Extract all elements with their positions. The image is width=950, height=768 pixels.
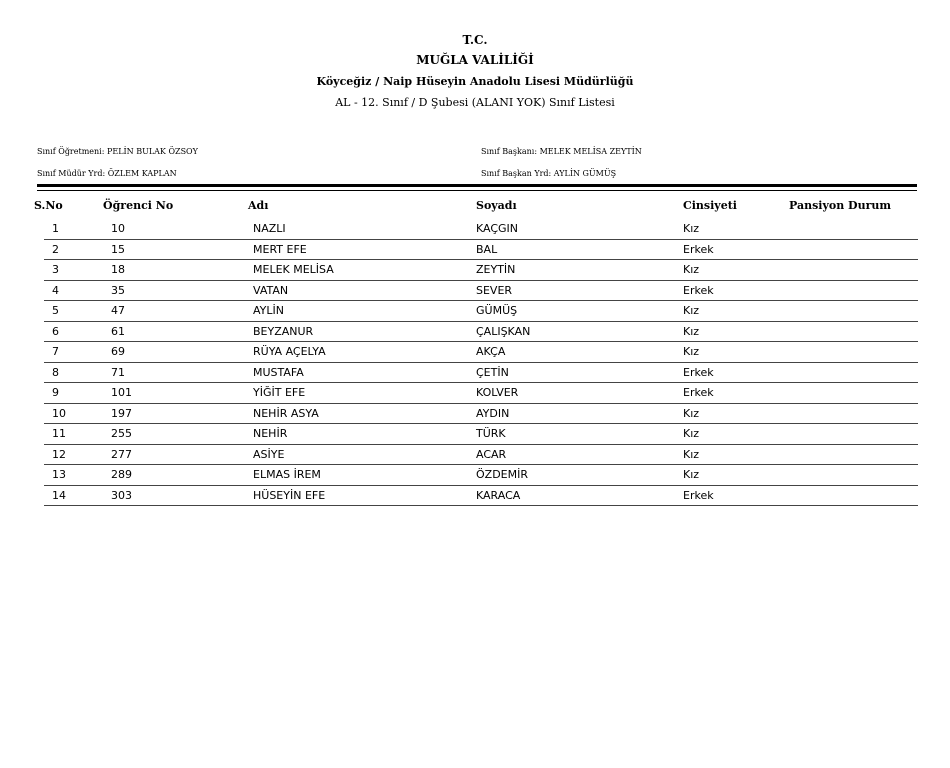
row-student-no: 289: [111, 468, 132, 481]
row-gender: Kız: [683, 304, 700, 317]
row-gender: Kız: [683, 406, 700, 420]
row-sno: 2: [52, 242, 59, 256]
row-gender: Erkek: [683, 283, 714, 297]
row-student-no: 61: [111, 324, 125, 338]
row-first-name: YİĞİT EFE: [253, 386, 306, 399]
row-student-no: 255: [111, 427, 132, 440]
row-last-name: ACAR: [476, 447, 507, 461]
class-vice-president: Sınıf Başkan Yrd: AYLİN GÜMÜŞ: [481, 169, 617, 178]
row-last-name: BAL: [476, 242, 498, 256]
row-first-name: NAZLI: [253, 222, 286, 235]
row-student-no: 15: [111, 242, 125, 256]
row-sno: 6: [52, 324, 59, 338]
header-tc: T.C.: [462, 33, 488, 47]
table-row: [0, 281, 950, 302]
row-gender: Erkek: [683, 488, 714, 502]
row-last-name: ZEYTİN: [476, 263, 516, 276]
row-first-name: MERT EFE: [253, 242, 307, 256]
class-teacher: Sınıf Öğretmeni: PELİN BULAK ÖZSOY: [37, 147, 198, 156]
header-student-no: Öğrenci No: [103, 199, 174, 212]
page-title: AL - 12. Sınıf / D Şubesi (ALANI YOK) Sınıf Listesi: [335, 96, 615, 109]
row-sno: 3: [52, 263, 59, 276]
row-gender: Kız: [683, 427, 700, 440]
row-student-no: 303: [111, 488, 132, 502]
row-gender: Kız: [683, 447, 700, 461]
vice-principal: Sınıf Müdür Yrd: ÖZLEM KAPLAN: [37, 169, 177, 178]
row-sno: 9: [52, 386, 59, 399]
row-last-name: SEVER: [476, 283, 513, 297]
row-sno: 5: [52, 304, 59, 317]
row-gender: Kız: [683, 222, 700, 235]
table-row: [0, 240, 950, 261]
row-sno: 12: [52, 447, 66, 461]
row-gender: Kız: [683, 468, 700, 481]
header-boarding-status: Pansiyon Durum: [789, 199, 891, 212]
row-sno: 14: [52, 488, 66, 502]
row-last-name: KOLVER: [476, 386, 519, 399]
row-first-name: ASİYE: [253, 447, 285, 461]
row-first-name: ELMAS İREM: [253, 468, 321, 481]
row-sno: 1: [52, 222, 59, 235]
table-row: [0, 363, 950, 384]
row-last-name: GÜMÜŞ: [476, 304, 518, 317]
row-last-name: AYDIN: [476, 406, 510, 420]
row-sno: 7: [52, 345, 59, 358]
student-table-body: [0, 219, 950, 506]
row-gender: Kız: [683, 324, 700, 338]
class-president: Sınıf Başkanı: MELEK MELİSA ZEYTİN: [481, 147, 642, 156]
row-student-no: 101: [111, 386, 132, 399]
header-school: Köyceğiz / Naip Hüseyin Anadolu Lisesi Müdürlüğü: [316, 75, 634, 88]
row-gender: Kız: [683, 345, 700, 358]
row-first-name: MUSTAFA: [253, 365, 304, 379]
row-first-name: HÜSEYİN EFE: [253, 488, 326, 502]
row-first-name: BEYZANUR: [253, 324, 314, 338]
table-row: [0, 322, 950, 343]
row-student-no: 71: [111, 365, 125, 379]
row-first-name: VATAN: [253, 283, 289, 297]
table-row: [0, 301, 950, 322]
row-gender: Erkek: [683, 365, 714, 379]
row-gender: Erkek: [683, 386, 714, 399]
table-row: [0, 383, 950, 404]
divider-thin: [37, 190, 917, 191]
row-first-name: MELEK MELİSA: [253, 263, 334, 276]
header-sno: S.No: [34, 199, 63, 212]
row-student-no: 47: [111, 304, 125, 317]
row-student-no: 69: [111, 345, 125, 358]
row-gender: Erkek: [683, 242, 714, 256]
row-last-name: ÇETİN: [476, 365, 509, 379]
header-first-name: Adı: [248, 199, 269, 212]
row-student-no: 35: [111, 283, 125, 297]
row-last-name: TÜRK: [476, 427, 506, 440]
row-student-no: 18: [111, 263, 125, 276]
row-gender: Kız: [683, 263, 700, 276]
table-row: [0, 260, 950, 281]
table-row: [0, 465, 950, 486]
row-sno: 8: [52, 365, 59, 379]
table-row: [0, 445, 950, 466]
row-first-name: AYLİN: [253, 304, 284, 317]
row-last-name: KAÇGIN: [476, 222, 519, 235]
row-sno: 4: [52, 283, 59, 297]
row-last-name: ÇALIŞKAN: [476, 324, 531, 338]
row-sno: 13: [52, 468, 66, 481]
table-row: [0, 486, 950, 507]
row-first-name: RÜYA AÇELYA: [253, 345, 326, 358]
row-student-no: 277: [111, 447, 132, 461]
table-row: [0, 219, 950, 240]
header-last-name: Soyadı: [476, 199, 517, 212]
row-student-no: 197: [111, 406, 132, 420]
divider-thick: [37, 184, 917, 187]
row-sno: 11: [52, 427, 66, 440]
row-last-name: KARACA: [476, 488, 521, 502]
table-row: [0, 342, 950, 363]
header-gender: Cinsiyeti: [683, 199, 737, 212]
header-governorship: MUĞLA VALİLİĞİ: [416, 53, 534, 67]
row-sno: 10: [52, 406, 66, 420]
row-first-name: NEHİR ASYA: [253, 406, 319, 420]
row-last-name: AKÇA: [476, 345, 506, 358]
row-last-name: ÖZDEMİR: [476, 468, 528, 481]
row-student-no: 10: [111, 222, 125, 235]
table-row: [0, 404, 950, 425]
table-header: [0, 199, 950, 215]
row-first-name: NEHİR: [253, 427, 288, 440]
table-row: [0, 424, 950, 445]
